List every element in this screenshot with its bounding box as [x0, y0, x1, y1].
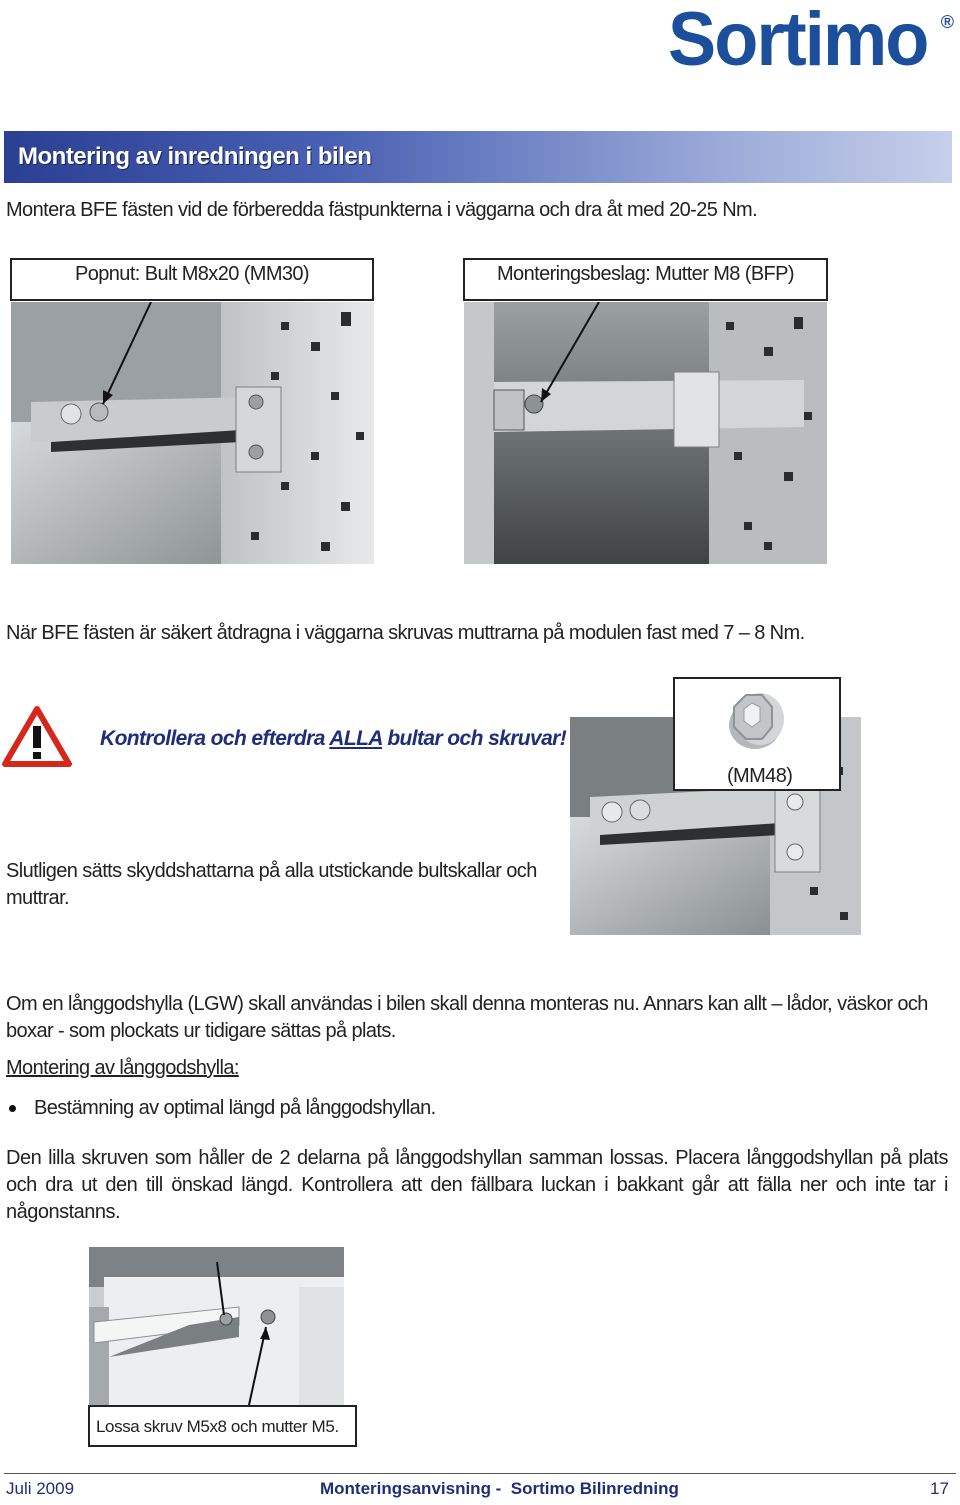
photo-mounting-nut	[464, 302, 827, 564]
warning-before: Kontrollera och efterdra	[100, 727, 330, 750]
warning-after: bultar och skruvar!	[382, 727, 567, 750]
footer-divider	[4, 1473, 956, 1474]
photo-long-shelf	[89, 1247, 344, 1405]
section-title: Montering av inredningen i bilen	[18, 143, 372, 170]
warning-emphasis: ALLA	[329, 727, 383, 750]
intro-text: Montera BFE fästen vid de förberedda fästpunkterna i väggarna och dra åt med 20-25 Nm.	[6, 199, 758, 221]
footer-page-number: 17	[930, 1479, 949, 1498]
warning-text	[100, 727, 566, 751]
lgw-heading: Montering av långgodshylla:	[6, 1057, 239, 1079]
caps-text-line2: muttrar.	[6, 887, 69, 909]
bottom-caption-box	[88, 1405, 357, 1447]
cap-label: (MM48)	[727, 765, 793, 787]
cap-icon	[720, 685, 790, 753]
label-left: Popnut: Bult M8x20 (MM30)	[10, 258, 374, 301]
registered-mark: ®	[940, 12, 954, 32]
footer-date: Juli 2009	[6, 1479, 75, 1498]
logo-wordmark: Sortimo	[668, 0, 928, 82]
lgw-text-line2: boxar - som plockats ur tidigare sättas på plats.	[6, 1020, 396, 1042]
section-banner	[4, 131, 952, 183]
sortimo-logo	[668, 0, 958, 82]
warning-icon	[2, 706, 72, 768]
bullet-item: Bestämning av optimal längd på långgodshyllan.	[34, 1097, 436, 1119]
bullet-dot	[9, 1105, 16, 1112]
instruction-paragraph: Den lilla skruven som håller de 2 delarna på långgodshyllan samman lossas. Placera långgodshyllan på plats och dra ut den till önskad längd. Kontrollera att den fällbara luckan i bakkant går att fälla ner och inte tar i någonstanns.	[6, 1147, 948, 1223]
photo-popnut-bolt	[11, 302, 374, 564]
lgw-text-line1: Om en långgodshylla (LGW) skall användas i bilen skall denna monteras nu. Annars kan allt – lådor, väskor och	[6, 993, 928, 1015]
label-right: Monteringsbeslag: Mutter M8 (BFP)	[463, 258, 828, 301]
bottom-caption: Lossa skruv M5x8 och mutter M5.	[96, 1417, 339, 1436]
cap-inset	[673, 677, 841, 791]
torque-text: När BFE fästen är säkert åtdragna i väggarna skruvas muttrarna på modulen fast med 7 – 8 Nm.	[6, 622, 805, 644]
caps-text-line1: Slutligen sätts skyddshattarna på alla utstickande bultskallar och	[6, 860, 537, 882]
footer-title: Monteringsanvisning - Sortimo Bilinredning	[320, 1479, 679, 1498]
